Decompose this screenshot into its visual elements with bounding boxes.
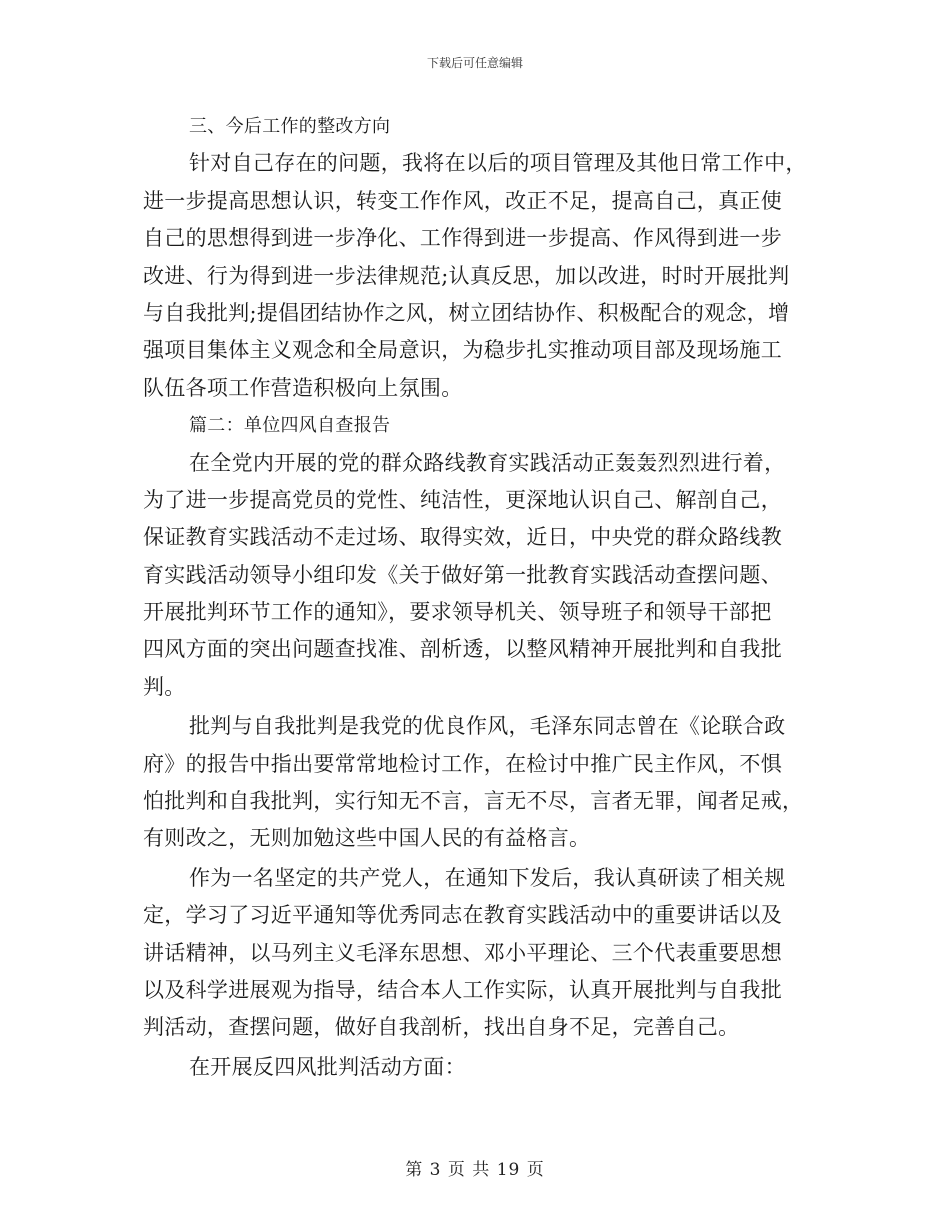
header-note: 下载后可任意编辑	[426, 56, 523, 70]
paragraph-line: 在开展反四风批判活动方面：	[189, 1054, 466, 1079]
paragraph-line: 为了进一步提高党员的党性、纯洁性，更深地认识自己、解剖自己，	[143, 487, 782, 512]
paragraph-line: 四风方面的突出问题查找准、剖析透，以整风精神开展批判和自我批	[143, 637, 782, 662]
paragraph-line: 判。	[143, 674, 186, 699]
page-number: 第 3 页 共 19 页	[405, 1160, 545, 1180]
paragraph-line: 自己的思想得到进一步净化、工作得到进一步提高、作风得到进一步	[143, 226, 782, 251]
section-heading: 三、今后工作的整改方向	[189, 116, 391, 137]
paragraph-line: 保证教育实践活动不走过场、取得实效，近日，中央党的群众路线教	[143, 525, 782, 550]
paragraph-line: 有则改之，无则加勉这些中国人民的有益格言。	[143, 826, 591, 851]
paragraph-line: 队伍各项工作营造积极向上氛围。	[143, 375, 463, 400]
paragraph-line: 改进、行为得到进一步法律规范;认真反思，加以改进，时时开展批判	[143, 263, 790, 288]
paragraph-line: 育实践活动领导小组印发《关于做好第一批教育实践活动查摆问题、	[143, 562, 782, 587]
article-title: 篇二：单位四风自查报告	[189, 415, 391, 437]
paragraph-line: 针对自己存在的问题，我将在以后的项目管理及其他日常工作中，	[189, 151, 807, 176]
paragraph-line: 开展批判环节工作的通知》，要求领导机关、领导班子和领导干部把	[143, 600, 772, 625]
paragraph-line: 进一步提高思想认识，转变工作作风，改正不足，提高自己，真正使	[143, 188, 782, 213]
paragraph-line: 作为一名坚定的共产党人，在通知下发后，我认真研读了相关规	[189, 865, 786, 890]
paragraph-line: 怕批判和自我批判，实行知无不言，言无不尽，言者无罪，闻者足戒，	[143, 789, 804, 814]
paragraph-line: 强项目集体主义观念和全局意识，为稳步扎实推动项目部及现场施工	[143, 338, 782, 363]
paragraph-line: 在全党内开展的党的群众路线教育实践活动正轰轰烈烈进行着，	[189, 450, 786, 475]
paragraph-line: 以及科学进展观为指导，结合本人工作实际，认真开展批判与自我批	[143, 977, 782, 1002]
paragraph-line: 判活动，查摆问题，做好自我剖析，找出自身不足，完善自己。	[143, 1015, 740, 1040]
paragraph-line: 府》的报告中指出要常常地检讨工作，在检讨中推广民主作风，不惧	[143, 751, 782, 776]
paragraph-line: 批判与自我批判是我党的优良作风，毛泽东同志曾在《论联合政	[189, 714, 786, 739]
paragraph-line: 与自我批判;提倡团结协作之风，树立团结协作、积极配合的观念，增	[143, 300, 790, 325]
document-body	[143, 108, 808, 1086]
paragraph-line: 讲话精神，以马列主义毛泽东思想、邓小平理论、三个代表重要思想	[143, 940, 782, 965]
paragraph-line: 定，学习了习近平通知等优秀同志在教育实践活动中的重要讲话以及	[143, 903, 782, 928]
